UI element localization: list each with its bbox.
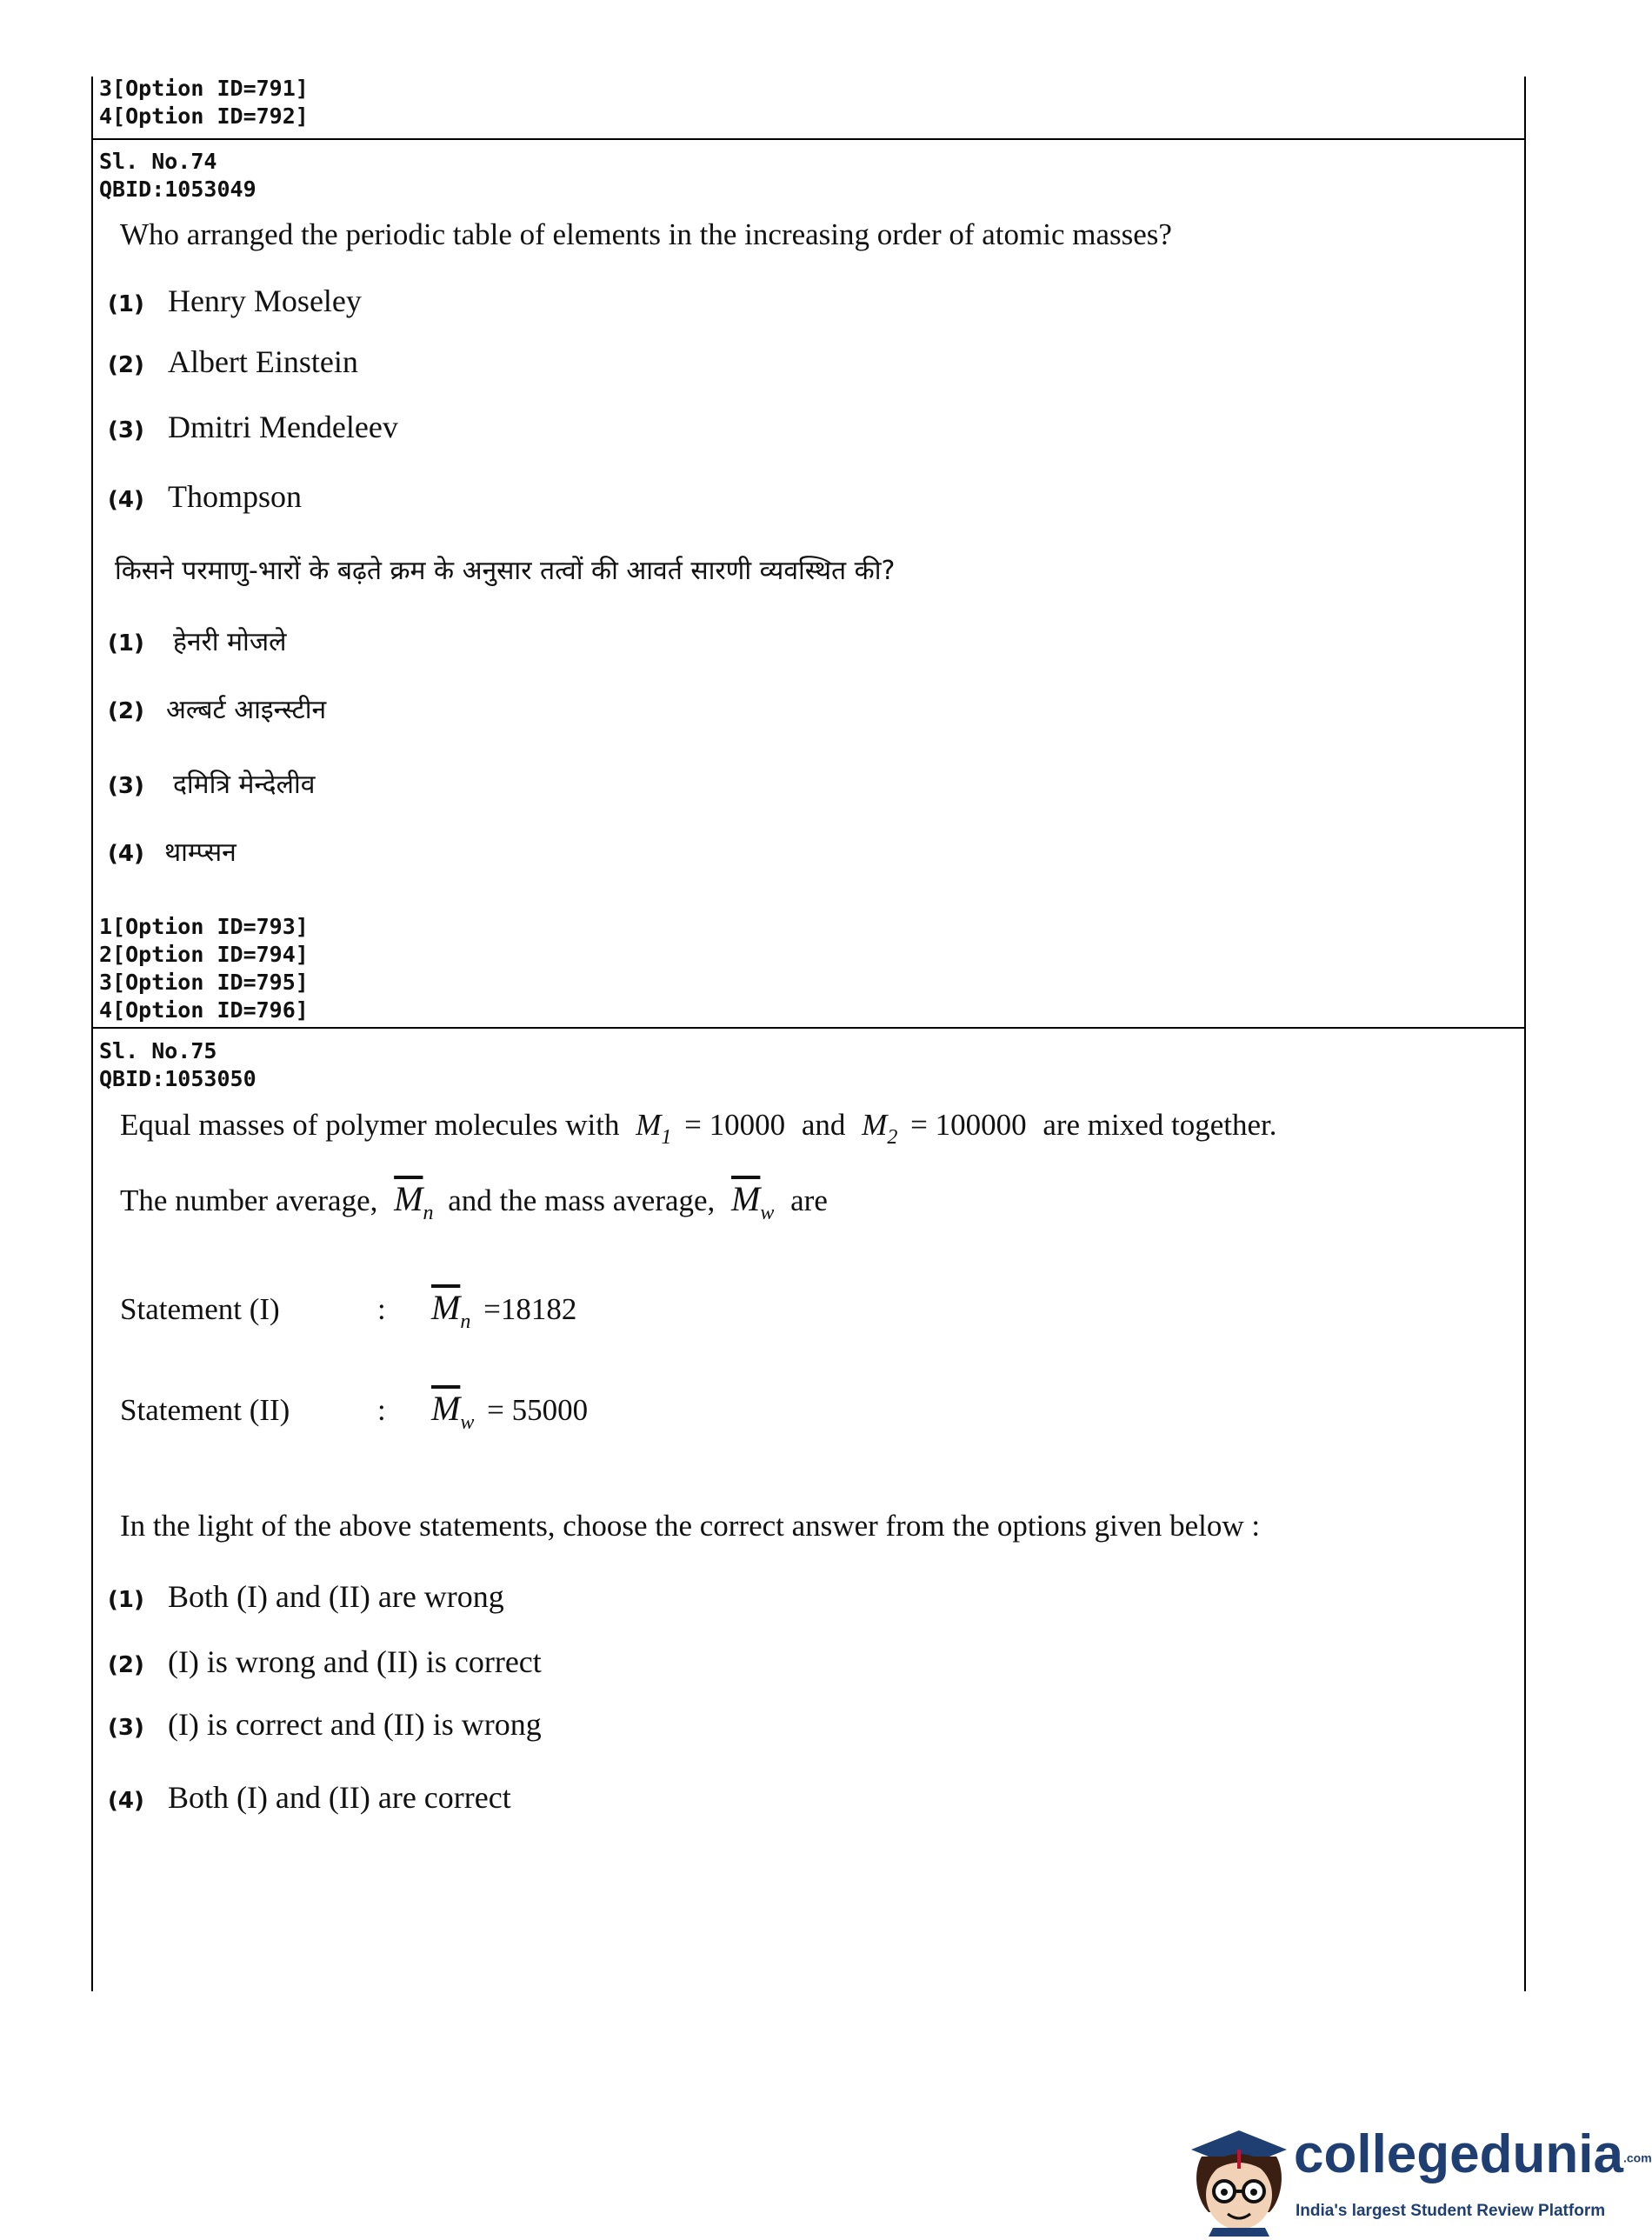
option-text: Albert Einstein [167, 344, 358, 379]
option-id: 4[Option ID=796] [99, 997, 309, 1023]
option-number: (4) [108, 487, 144, 513]
text: are mixed together. [1042, 1108, 1277, 1142]
text: Equal masses of polymer molecules with [120, 1108, 620, 1142]
symbol-m2: $M_2$ [862, 1108, 898, 1149]
option-number: (4) [108, 841, 144, 867]
symbol-m1: $M_1$ [636, 1108, 672, 1149]
logo-tagline: India's largest Student Review Platform [1296, 2202, 1606, 2220]
symbol-mn: $\overline{M}_n$ [431, 1288, 471, 1333]
q75-statement-2-colon: : [377, 1393, 386, 1427]
option-number: (1) [108, 1587, 144, 1613]
option-text: अल्बर्ट आइन्स्टीन [165, 695, 327, 725]
option-number: (3) [108, 417, 144, 443]
option-id: 2[Option ID=794] [99, 942, 309, 967]
option-number: (3) [108, 1715, 144, 1741]
option-number: (1) [108, 630, 144, 657]
text: and [801, 1108, 846, 1142]
q74-option-en-1 [108, 283, 362, 319]
value-m1: = 10000 [684, 1108, 786, 1142]
symbol-mw: $\overline{M}_w$ [731, 1179, 775, 1224]
q75-statement-1-colon: : [377, 1292, 386, 1326]
q75-option-1 [108, 1578, 504, 1615]
collegedunia-mascot-icon [1182, 2115, 1296, 2237]
text: are [790, 1183, 828, 1217]
option-text: (I) is wrong and (II) is correct [167, 1644, 542, 1679]
option-text: Both (I) and (II) are correct [167, 1780, 511, 1815]
statement-label: Statement (II) [120, 1393, 290, 1427]
q74-option-en-3 [108, 409, 398, 445]
q75-statement-1-value [431, 1287, 577, 1333]
option-text: Both (I) and (II) are wrong [167, 1579, 504, 1614]
option-number: (1) [108, 291, 144, 317]
q74-option-ids [99, 913, 309, 1024]
option-text: थाम्प्सन [163, 837, 236, 868]
option-id: 3[Option ID=795] [99, 970, 309, 995]
q74-question-en: Who arranged the periodic table of elements in the increasing order of atomic masses? [120, 217, 1172, 251]
q74-option-hi-2 [108, 690, 326, 726]
option-text: (I) is correct and (II) is wrong [167, 1707, 542, 1742]
collegedunia-logo [1294, 2123, 1652, 2185]
value: =18182 [483, 1292, 577, 1326]
option-number: (3) [108, 773, 144, 799]
option-number: (4) [108, 1788, 144, 1814]
option-text: दमित्रि मेन्देलीव [172, 770, 316, 800]
q75-statement-1 [120, 1292, 280, 1327]
q74-header [99, 148, 256, 203]
q74-qbid: QBID:1053049 [99, 177, 256, 202]
statement-label: Statement (I) [120, 1292, 280, 1326]
q74-option-en-2 [108, 343, 358, 380]
option-text: Henry Moseley [167, 283, 362, 318]
q75-option-4 [108, 1779, 511, 1816]
q74-option-hi-4 [108, 833, 236, 869]
option-id: 1[Option ID=793] [99, 914, 309, 939]
divider-q74-q75 [91, 1027, 1526, 1029]
q74-option-hi-1 [108, 623, 286, 658]
option-number: (2) [108, 698, 144, 724]
option-number: (2) [108, 352, 144, 378]
q74-question-hi: किसने परमाणु-भारों के बढ़ते क्रम के अनुसार तत्वों की आवर्त सारणी व्यवस्थित की? [115, 556, 896, 586]
q75-option-2 [108, 1643, 542, 1680]
q75-statement-2-value [431, 1388, 589, 1434]
symbol-mn: $\overline{M}_n$ [394, 1179, 434, 1224]
value-m2: = 100000 [910, 1108, 1027, 1142]
q74-option-en-4 [108, 478, 302, 515]
option-number: (2) [108, 1652, 144, 1678]
option-text: Thompson [167, 479, 302, 514]
logo-com: .com [1622, 2150, 1652, 2165]
q74-option-hi-3 [108, 765, 315, 801]
q75-question-line-1 [120, 1108, 1277, 1149]
divider-prev-q74 [91, 138, 1526, 140]
q75-header [99, 1037, 256, 1093]
q75-option-3 [108, 1706, 542, 1743]
text: The number average, [120, 1183, 378, 1217]
logo-name: collegedunia [1294, 2124, 1623, 2184]
symbol-mw: $\overline{M}_w$ [431, 1389, 475, 1434]
q75-sl-no: Sl. No.75 [99, 1038, 217, 1063]
prev-option-ids [99, 75, 309, 130]
value: = 55000 [487, 1393, 589, 1427]
q75-instruction: In the light of the above statements, choose the correct answer from the options given below : [120, 1509, 1261, 1543]
option-id: 3[Option ID=791] [99, 76, 309, 101]
text: and the mass average, [448, 1183, 716, 1217]
option-text: हेनरी मोजले [172, 627, 287, 657]
q75-statement-2 [120, 1393, 290, 1428]
option-id: 4[Option ID=792] [99, 103, 309, 129]
q75-qbid: QBID:1053050 [99, 1066, 256, 1091]
option-text: Dmitri Mendeleev [167, 410, 398, 444]
q75-question-line-2 [120, 1178, 828, 1224]
q74-sl-no: Sl. No.74 [99, 149, 217, 174]
